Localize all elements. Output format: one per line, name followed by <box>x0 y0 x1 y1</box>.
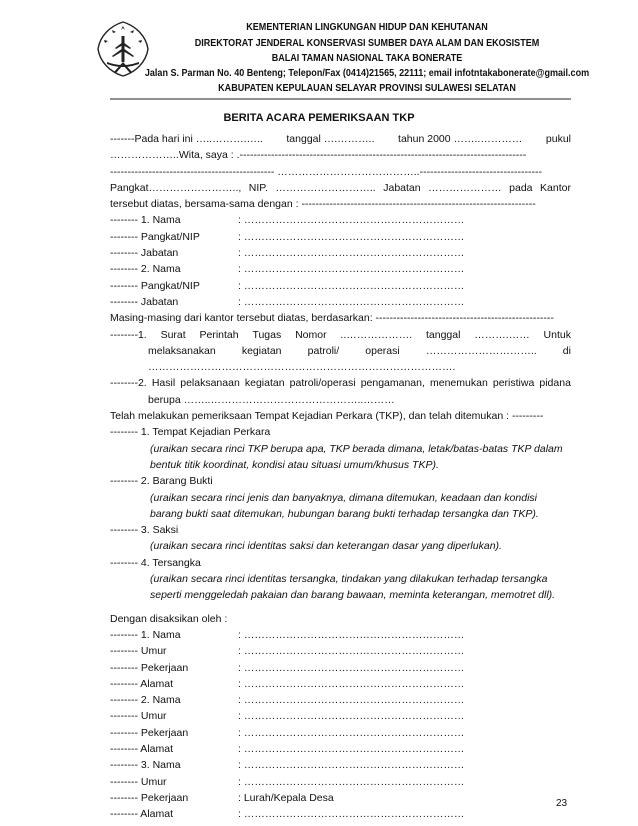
finding-description: (uraikan secara rinci identitas saksi dan keterangan dasar yang diperlukan). <box>150 540 502 553</box>
basis-1-line-b: melaksanakan kegiatan patroli/ operasi ………………………….. di <box>148 344 571 357</box>
finding-label: -------- 2. Barang Bukti <box>110 475 213 488</box>
basis-intro: Masing-masing dari kantor tersebut diatas, berdasarkan: --------------------------------------------------- <box>110 312 554 325</box>
intro-line-5: tersebut diatas, bersama-sama dengan : ------------------------------------------------------------------- <box>110 198 536 211</box>
spacer <box>110 604 571 611</box>
officer-row: -------- 1. Nama : ……………………………………………………… <box>110 214 465 227</box>
page-number: 23 <box>556 798 568 809</box>
document-title: BERITA ACARA PEMERIKSAAN TKP <box>223 112 415 124</box>
witness-row: -------- Umur : ……………………………………………………… <box>110 645 465 658</box>
finding-label: -------- 3. Saksi <box>110 524 179 537</box>
finding-description: seperti menggeledah pakaian dan barang bawaan, meminta keterangan, memotret dll). <box>150 589 556 602</box>
intro-line-3: ----------------------------------------------- …………………………………..----------------------------------- <box>110 165 542 178</box>
basis-1-line-a: --------1. Surat Perintah Tugas Nomor ..………………. tanggal ……….…… Untuk <box>110 328 571 341</box>
finding-description: (uraikan secara rinci jenis dan banyaknya, dimana ditemukan, keadaan dan kondisi <box>150 491 537 504</box>
witness-row: -------- Alamat : ……………………………………………………… <box>110 742 465 755</box>
officer-row: -------- Jabatan : ……………………………………………………… <box>110 295 465 308</box>
witness-row: -------- Alamat : ……………………………………………………… <box>110 808 465 821</box>
letterhead-divider <box>0 98 638 102</box>
letterhead <box>0 0 638 110</box>
basis-2-line-b: berupa ……..……………………………………..……… <box>148 393 395 406</box>
witness-row: -------- Pekerjaan : Lurah/Kepala Desa <box>110 791 334 804</box>
officer-row: -------- Jabatan : ……………………………………………………… <box>110 247 465 260</box>
finding-description: barang bukti saat ditemukan, hubungan barang bukti terhadap tersangka dan TKP). <box>150 507 539 520</box>
witness-row: -------- Umur : ……………………………………………………… <box>110 710 465 723</box>
finding-label: -------- 4. Tersangka <box>110 556 201 569</box>
witness-row: -------- 2. Nama : ……………………………………………………… <box>110 694 465 707</box>
witness-row: -------- Alamat : ……………………………………………………… <box>110 677 465 690</box>
witness-row: -------- 1. Nama : ……………………………………………………… <box>110 628 465 641</box>
finding-description: (uraikan secara rinci TKP berupa apa, TKP berada dimana, letak/batas-batas TKP dalam <box>150 442 563 455</box>
document-body <box>110 131 571 822</box>
letterhead-ministry: KEMENTERIAN LINGKUNGAN HIDUP DAN KEHUTANAN <box>246 21 488 33</box>
officer-row: -------- Pangkat/NIP : ……………………………………………………… <box>110 279 465 292</box>
finding-description: (uraikan secara rinci identitas tersangka, tindakan yang dilakukan terhadap tersangka <box>150 573 548 586</box>
officer-row: -------- 2. Nama : ……………………………………………………… <box>110 263 465 276</box>
witness-row: -------- Pekerjaan : ……………………………………………………… <box>110 661 465 674</box>
letterhead-office: BALAI TAMAN NASIONAL TAKA BONERATE <box>271 52 463 64</box>
witness-row: -------- Pekerjaan : ……………………………………………………… <box>110 726 465 739</box>
intro-line-1: -------Pada hari ini …..……….….. tanggal ….……….. tahun 2000 ……..………… pukul <box>110 133 571 145</box>
letterhead-directorate: DIREKTORAT JENDERAL KONSERVASI SUMBER DAYA ALAM DAN EKOSISTEM <box>194 37 540 49</box>
finding-label: -------- 1. Tempat Kejadian Perkara <box>110 426 271 439</box>
witness-row: -------- Umur : ……………………………………………………… <box>110 775 465 788</box>
witness-row: -------- 3. Nama : ……………………………………………………… <box>110 759 465 772</box>
basis-2-line-a: --------2. Hasil pelaksanaan kegiatan patroli/operasi pengamanan, menemukan peristiwa pidana <box>110 377 571 390</box>
letterhead-region: KABUPATEN KEPULAUAN SELAYAR PROVINSI SULAWESI SELATAN <box>218 82 516 94</box>
witness-intro: Dengan disaksikan oleh : <box>110 612 228 625</box>
intro-line-4: Pangkat…………………….., NIP. ……………………….. Jabatan ………………… pada Kantor <box>110 181 571 194</box>
letterhead-address: Jalan S. Parman No. 40 Benteng; Telepon/Fax (0414)21565, 22111; email infotntakabonerate@gmail.com <box>144 67 590 79</box>
tkp-intro: Telah melakukan pemeriksaan Tempat Kejadian Perkara (TKP), dan telah ditemukan : --------- <box>110 410 544 423</box>
finding-description: bentuk titik koordinat, kondisi atau situasi umum/khusus TKP). <box>150 458 439 471</box>
basis-1-line-c: ……………………………………………………………………………. <box>148 361 456 374</box>
intro-line-2: ………………..Wita, saya : .---------------------------------------------------------------------------------- <box>110 149 527 162</box>
officer-row: -------- Pangkat/NIP : ……………………………………………………… <box>110 230 465 243</box>
